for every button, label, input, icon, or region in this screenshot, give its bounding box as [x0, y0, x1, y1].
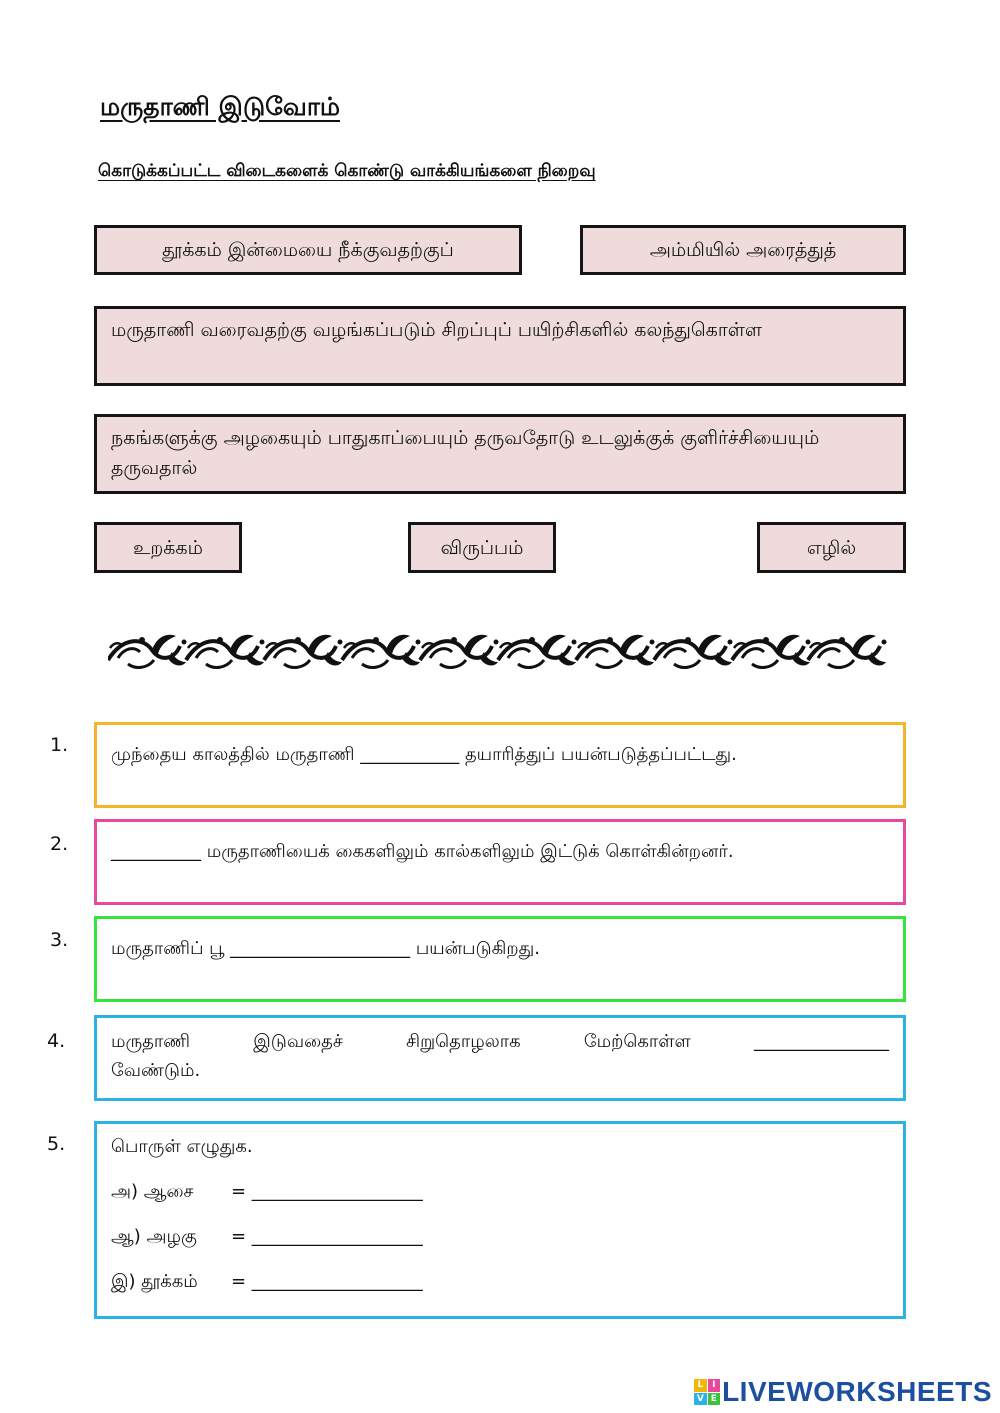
answer-option[interactable] [757, 522, 906, 573]
question-number: 3. [50, 929, 69, 951]
answer-option-text: எழில் [806, 536, 857, 559]
answer-blank[interactable]: _______________ [754, 1031, 889, 1052]
question-number: 5. [47, 1133, 66, 1155]
question-number: 2. [50, 833, 69, 855]
meaning-word: இ) தூக்கம் [111, 1271, 198, 1292]
answer-option-text: நகங்களுக்கு அழகையும் பாதுகாப்பையும் தருவதோடு உடலுக்குக் குளிர்ச்சியையும் தருவதால் [111, 427, 820, 479]
question-text: __________ மருதாணியைக் கைகளிலும் கால்களிலும் இட்டுக் கொள்கின்றனர். [111, 841, 734, 862]
meaning-word: ஆ) அழகு [111, 1226, 197, 1247]
answer-option-text: மருதாணி வரைவதற்கு வழங்கப்படும் சிறப்புப் பயிற்சிகளில் கலந்துகொள்ள [111, 319, 763, 341]
meaning-row [111, 1267, 889, 1296]
liveworksheets-logo[interactable] [694, 1376, 992, 1408]
answer-option[interactable] [94, 522, 242, 573]
answer-blank[interactable]: = ___________________ [231, 1271, 423, 1292]
logo-tile: L [694, 1379, 707, 1392]
question-word: மேற்கொள்ள [583, 1031, 691, 1052]
question-text: முந்தைய காலத்தில் மருதாணி ___________ தயாரித்துப் பயன்படுத்தப்பட்டது. [111, 744, 737, 765]
question-5-box [94, 1121, 906, 1319]
answer-option[interactable] [94, 414, 906, 494]
answer-option[interactable] [94, 225, 522, 275]
answer-option[interactable] [94, 306, 906, 386]
instruction-text: கொடுக்கப்பட்ட விடைகளைக் கொண்டு வாக்கியங்களை நிறைவு [98, 161, 596, 181]
logo-tile: I [708, 1379, 721, 1392]
meaning-row [111, 1177, 889, 1206]
answer-option-text: தூக்கம் இன்மையை நீக்குவதற்குப் [162, 239, 454, 261]
question-text-line: வேண்டும். [111, 1060, 201, 1081]
question-3-box [94, 916, 906, 1002]
question-word: இடுவதைச் [253, 1031, 343, 1052]
question-word: மருதாணி [111, 1031, 191, 1052]
liveworksheets-logo-icon [694, 1379, 720, 1405]
answer-option[interactable] [408, 522, 556, 573]
liveworksheets-logo-text: LIVEWORKSHEETS [722, 1376, 992, 1407]
logo-tile: V [694, 1393, 707, 1406]
answer-blank[interactable]: = ___________________ [231, 1181, 423, 1202]
answer-option[interactable] [580, 225, 906, 275]
meaning-row [111, 1222, 889, 1251]
answer-option-text: விருப்பம் [440, 536, 524, 559]
question-word: சிறுதொழலாக [406, 1031, 521, 1052]
question-2-box [94, 819, 906, 905]
meaning-word: அ) ஆசை [111, 1181, 194, 1202]
question-number: 4. [47, 1030, 66, 1052]
answer-option-text: அம்மியில் அரைத்துத் [649, 239, 837, 261]
page-title: மருதாணி இடுவோம் [100, 92, 341, 121]
answer-blank[interactable]: = ___________________ [231, 1226, 423, 1247]
question-heading: பொருள் எழுதுக. [111, 1136, 253, 1157]
question-text-line [111, 1027, 889, 1056]
question-number: 1. [50, 734, 69, 756]
question-text: மருதாணிப் பூ ____________________ பயன்படுகிறது. [111, 938, 540, 959]
logo-tile: E [708, 1393, 721, 1406]
question-1-box [94, 722, 906, 808]
answer-option-text: உறக்கம் [133, 536, 203, 559]
question-4-box [94, 1015, 906, 1101]
decorative-divider-ornament [108, 628, 888, 672]
